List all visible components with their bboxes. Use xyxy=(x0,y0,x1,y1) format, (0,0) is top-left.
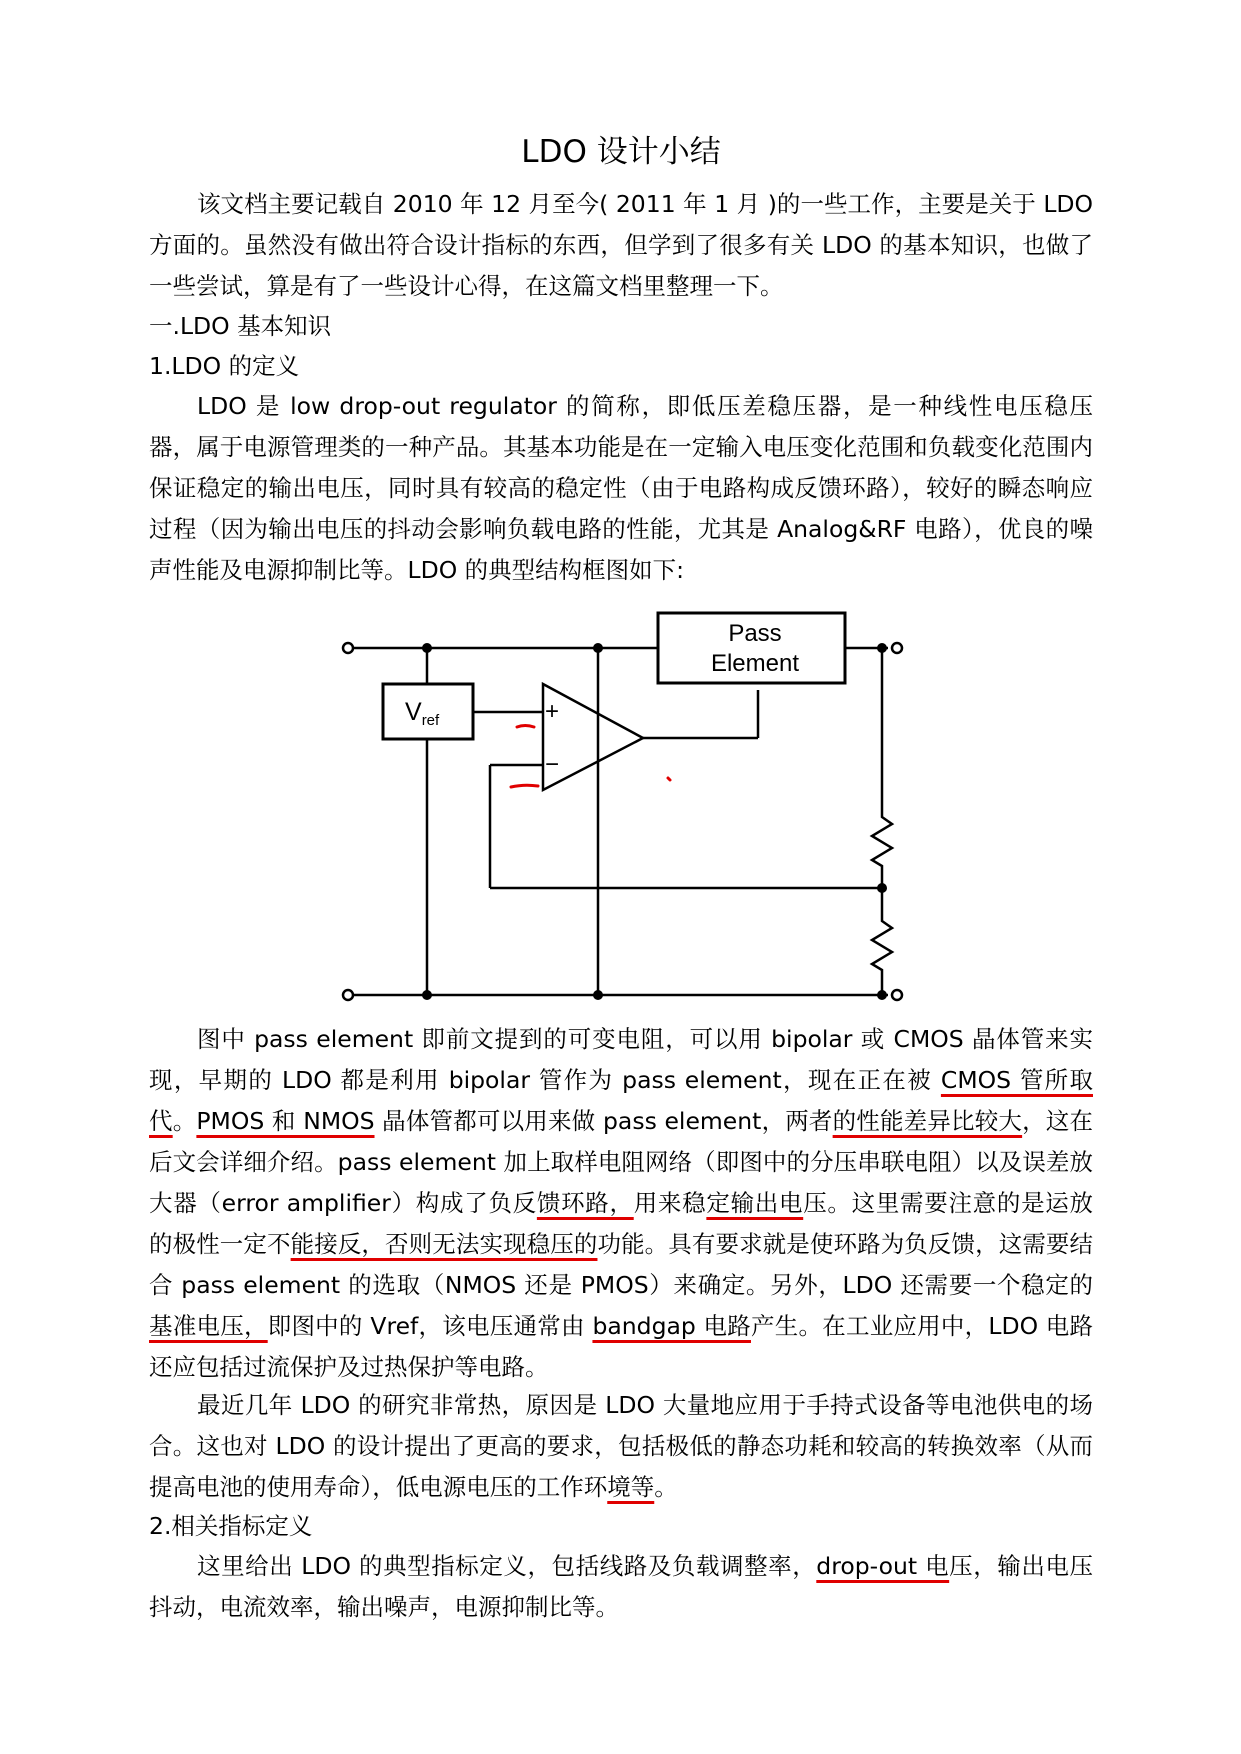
page-title: LDO 设计小结 xyxy=(521,134,721,170)
pass-label-line1: Pass xyxy=(728,620,782,647)
output-terminal xyxy=(892,643,902,653)
annotated-text: bandgap 电路 xyxy=(592,1312,751,1340)
text-run: 图中 pass element 即前文提到的可变电阻，可以用 bipolar 或 CMOS 晶体管来实现，早期的 LDO 都是利用 bipolar 管作为 pass element，现在正在被 xyxy=(149,1025,1093,1094)
annotated-text: drop-out 电 xyxy=(816,1552,950,1580)
junction-dot xyxy=(593,990,603,1000)
opamp-plus-sign: + xyxy=(545,698,560,725)
intro-paragraph: 该文档主要记载自 2010 年 12 月至今( 2011 年 1 月 )的一些工作，主要是关于 LDO 方面的。虽然没有做出符合设计指标的东西，但学到了很多有关 LDO 的基本知识，也做了一些尝试，算是有了一些设计心得，在这篇文档里整理一下。 xyxy=(149,190,1093,300)
pen-mark xyxy=(511,785,538,787)
section-heading-1: 一.LDO 基本知识 xyxy=(149,312,332,340)
annotated-text: 境等 xyxy=(607,1473,655,1501)
subsection-heading-2: 2.相关指标定义 xyxy=(149,1512,313,1540)
annotated-text: PMOS 和 NMOS xyxy=(196,1107,375,1135)
vref-subscript: ref xyxy=(421,712,440,729)
text-run: 压。这里需要注意的是运放的极性一定不 xyxy=(149,1189,1094,1258)
subsection-heading-1: 1.LDO 的定义 xyxy=(149,352,300,380)
vref-main: V xyxy=(405,698,422,726)
pen-mark xyxy=(517,726,534,728)
junction-dot xyxy=(593,643,603,653)
annotated-text: 馈环路， xyxy=(536,1189,634,1217)
text-run: 即图中的 Vref，该电压通常由 xyxy=(267,1312,593,1340)
pass-label-line2: Element xyxy=(710,650,800,677)
opamp-minus-sign: − xyxy=(545,751,560,778)
text-run: ，这在后文会详细介绍。pass element 加上取样电阻网络（即图中的分压串联电阻）以及误差放大器（error amplifier）构成了负反 xyxy=(149,1107,1093,1217)
text-run: 。 xyxy=(172,1107,197,1135)
annotated-text: 定输出电 xyxy=(706,1189,804,1217)
text-run: 最近几年 LDO 的研究非常热，原因是 LDO 大量地应用于手持式设备等电池供电的场合。这也对 LDO 的设计提出了更高的要求，包括极低的静态功耗和较高的转换效率（从而提高电池的使用寿命），低电源电压的工作环 xyxy=(149,1391,1093,1501)
annotated-text: 的性能差异比较大 xyxy=(832,1107,1023,1135)
ground-terminal xyxy=(892,990,902,1000)
text-run: 功能。具有要求就是使环路为负反馈，这需要结合 pass element 的选取（NMOS 还是 PMOS）来确定。另外，LDO 还需要一个稳定的 xyxy=(149,1230,1094,1299)
junction-dot xyxy=(877,643,887,653)
junction-dot xyxy=(422,643,432,653)
text-run: 。 xyxy=(654,1473,678,1501)
junction-dot xyxy=(877,883,887,893)
input-terminal xyxy=(343,643,353,653)
junction-dot xyxy=(877,990,887,1000)
annotated-text: CMOS 管所取代 xyxy=(149,1066,1093,1135)
junction-dot xyxy=(422,990,432,1000)
text-run: 晶体管都可以用来做 pass element，两者 xyxy=(374,1107,833,1135)
text-run: 这里给出 LDO 的典型指标定义，包括线路及负载调整率， xyxy=(197,1552,817,1580)
definition-paragraph: LDO 是 low drop-out regulator 的简称，即低压差稳压器，是一种线性电压稳压器，属于电源管理类的一种产品。其基本功能是在一定输入电压变化范围和负载变化范围内保证稳定的输出电压，同时具有较高的稳定性（由于电路构成反馈环路），较好的瞬态响应过程（因为输出电压的抖动会影响负载电路的性能，尤其是 Analog&RF 电路），优良的噪声性能及电源抑制比等。LDO 的典型结构框图如下: xyxy=(149,392,1093,584)
annotated-text: 基准电压， xyxy=(149,1312,268,1340)
text-run: 产生。在工业应用中，LDO 电路还应包括过流保护及过热保护等电路。 xyxy=(149,1312,1094,1381)
pen-mark xyxy=(668,778,670,780)
text-run: 压，输出电压抖动，电流效率，输出噪声，电源抑制比等。 xyxy=(149,1552,1094,1621)
annotated-text: 能接反，否则无法实现稳压的 xyxy=(290,1230,598,1258)
text-run: 用来稳 xyxy=(633,1189,707,1217)
ground-terminal xyxy=(343,990,353,1000)
